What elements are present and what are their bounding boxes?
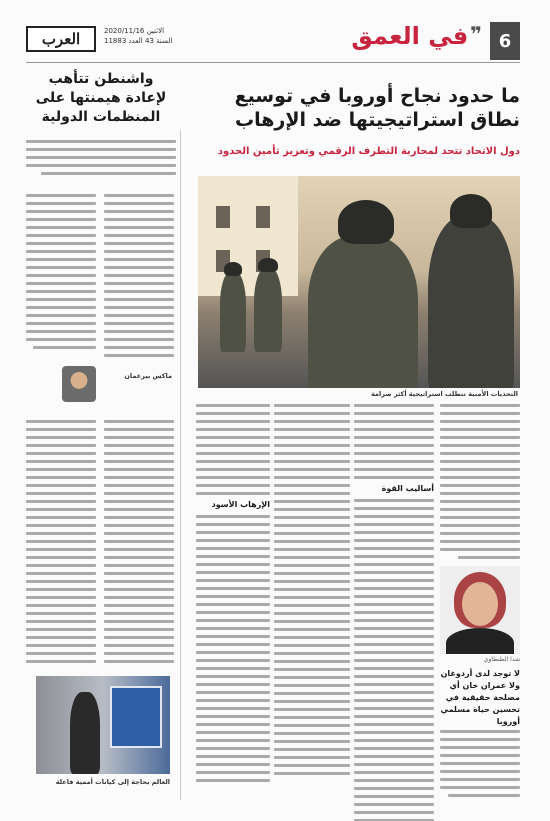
main-subheadline: دول الاتحاد تتحد لمحاربة التطرف الرقمي وتعزيز تأمين الحدود	[217, 146, 520, 157]
main-photo-caption: التحديات الأمنية تتطلب استراتيجية أكثر صرامة	[371, 390, 518, 398]
main-headline-line-1: ما حدود نجاح أوروبا في توسيع	[234, 85, 520, 107]
side-col-1b	[26, 420, 96, 668]
main-col-2	[354, 404, 434, 821]
side-lead-text	[26, 140, 176, 188]
main-col-1b	[440, 730, 520, 802]
side-headline-line-1: واشنطن تتأهب	[48, 71, 154, 87]
side-col-2	[104, 194, 174, 362]
main-col-1	[440, 404, 520, 564]
subhead-force-methods: أساليب القوة	[381, 484, 434, 493]
page-header	[26, 22, 520, 60]
side-headline-line-2: لإعادة هيمنتها على	[35, 90, 167, 106]
header-rule	[26, 62, 520, 63]
side-headline-line-3: المنظمات الدولية	[41, 109, 161, 125]
subhead-black-terror: الإرهاب الأسود	[211, 500, 270, 509]
side-author-name: ماكس بيرغمان	[124, 372, 172, 380]
un-office-photo	[36, 676, 170, 774]
date-box	[104, 26, 172, 46]
side-photo-caption: العالم بحاجة إلى كيانات أممية فاعلة	[55, 778, 170, 786]
building	[198, 176, 298, 296]
un-sign	[110, 686, 162, 748]
main-headline	[190, 84, 520, 132]
main-headline-line-2: نطاق استراتيجيتها ضد الإرهاب	[235, 109, 520, 131]
columnist-photo	[440, 566, 520, 654]
person-walking	[70, 692, 100, 774]
side-headline	[26, 70, 176, 127]
soldiers-photo	[198, 176, 520, 388]
column-rule	[180, 130, 181, 800]
section-label: في العمق	[351, 22, 469, 50]
side-col-1	[26, 194, 96, 354]
newspaper-logo: العرب	[26, 26, 96, 52]
side-col-2b	[104, 420, 174, 668]
main-col-3	[274, 404, 350, 780]
quote-mark-icon: ❞	[470, 22, 482, 46]
page-number: 6	[490, 22, 520, 60]
pull-quote: لا توجد لدى أردوغان ولا عمران خان أي مصلحة حقيقية في تحسين حياة مسلمي أوروبا	[440, 669, 520, 726]
main-col-4	[196, 404, 270, 787]
issue-line: السنة 43 العدد 11883	[104, 37, 173, 45]
date-line: الاثنين 2020/11/16	[104, 27, 165, 35]
section-title	[351, 22, 482, 50]
columnist-name: شدا الطنطاوي	[483, 656, 520, 663]
